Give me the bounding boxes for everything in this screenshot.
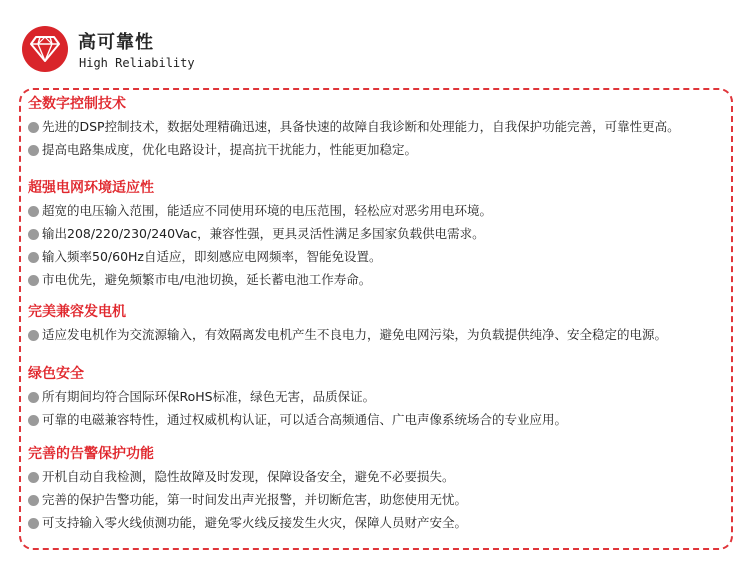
- logo-badge: [22, 26, 68, 72]
- bullet-icon: [28, 330, 39, 341]
- page-title: 高可靠性: [78, 32, 154, 53]
- page-subtitle: High Reliability: [79, 56, 195, 70]
- list-item: 适应发电机作为交流源输入，有效隔离发电机产生不良电力，避免电网污染，为负载提供纯净、安全稳定的电源。: [28, 327, 734, 343]
- list-item: 提高电路集成度，优化电路设计，提高抗干扰能力，性能更加稳定。: [28, 142, 734, 158]
- bullet-icon: [28, 495, 39, 506]
- bullet-icon: [28, 229, 39, 240]
- bullet-icon: [28, 518, 39, 529]
- bullet-icon: [28, 206, 39, 217]
- header: [22, 26, 422, 76]
- section-alarm-protection: [28, 446, 734, 531]
- section-generator-compat: [28, 304, 734, 343]
- list-item: 所有期间均符合国际环保RoHS标准，绿色无害，品质保证。: [28, 389, 734, 405]
- bullet-icon: [28, 275, 39, 286]
- list-item: 输出208/220/230/240Vac，兼容性强，更具灵活性满足多国家负载供电需求。: [28, 226, 734, 242]
- bullet-icon: [28, 392, 39, 403]
- section-green-safety: [28, 366, 734, 428]
- bullet-icon: [28, 122, 39, 133]
- list-item: 可支持输入零火线侦测功能，避免零火线反接发生火灾，保障人员财产安全。: [28, 515, 734, 531]
- list-item: 完善的保护告警功能，第一时间发出声光报警，并切断危害，助您使用无忧。: [28, 492, 734, 508]
- list-item: 可靠的电磁兼容特性，通过权威机构认证，可以适合高频通信、广电声像系统场合的专业应用。: [28, 412, 734, 428]
- section-title: 绿色安全: [28, 366, 84, 382]
- section-title: 超强电网环境适应性: [28, 180, 154, 196]
- bullet-icon: [28, 252, 39, 263]
- list-item: 开机自动自我检测，隐性故障及时发现，保障设备安全，避免不必要损失。: [28, 469, 734, 485]
- section-title: 完善的告警保护功能: [28, 446, 154, 462]
- list-item: 超宽的电压输入范围，能适应不同使用环境的电压范围，轻松应对恶劣用电环境。: [28, 203, 734, 219]
- list-item: 输入频率50/60Hz自适应，即刻感应电网频率，智能免设置。: [28, 249, 734, 265]
- bullet-icon: [28, 472, 39, 483]
- list-item: 市电优先，避免频繁市电/电池切换，延长蓄电池工作寿命。: [28, 272, 734, 288]
- bullet-icon: [28, 415, 39, 426]
- list-item: 先进的DSP控制技术，数据处理精确迅速，具备快速的故障自我诊断和处理能力，自我保护功能完善，可靠性更高。: [28, 119, 734, 135]
- diamond-icon: [30, 36, 60, 62]
- features-panel: [19, 88, 733, 550]
- section-grid-adaptability: [28, 180, 734, 288]
- section-digital-control: [28, 96, 734, 158]
- section-title: 全数字控制技术: [28, 96, 126, 112]
- section-title: 完美兼容发电机: [28, 304, 126, 320]
- bullet-icon: [28, 145, 39, 156]
